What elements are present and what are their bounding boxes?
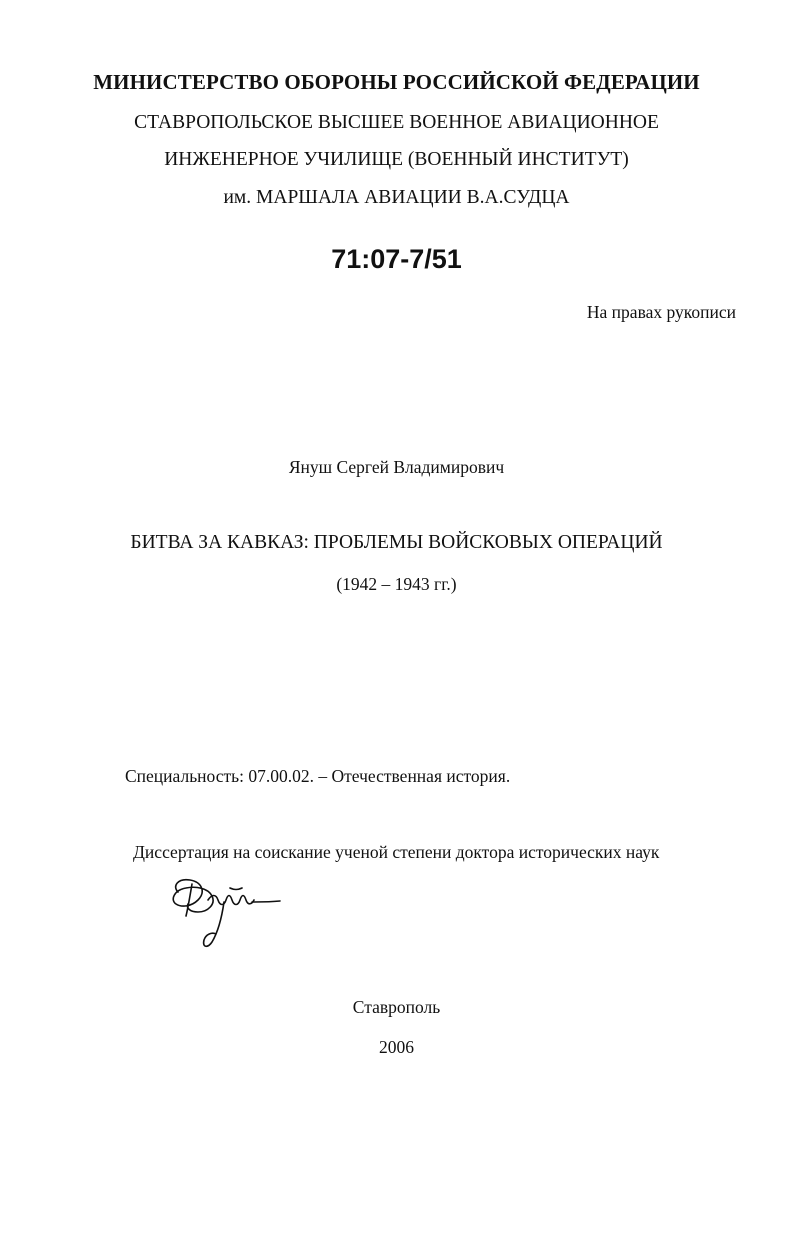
dissertation-title: БИТВА ЗА КАВКАЗ: ПРОБЛЕМЫ ВОЙСКОВЫХ ОПЕРАЦИЙ — [130, 532, 663, 553]
ministry-heading: МИНИСТЕРСТВО ОБОРОНЫ РОССИЙСКОЙ ФЕДЕРАЦИИ — [93, 70, 700, 94]
year: 2006 — [379, 1037, 414, 1057]
city: Ставрополь — [352, 997, 441, 1017]
rights-note: На правах рукописи — [586, 302, 736, 322]
institution-line-3: им. МАРШАЛА АВИАЦИИ В.А.СУДЦА — [223, 187, 570, 208]
catalog-code: 71:07-7/51 — [331, 244, 462, 274]
institution-line-1: СТАВРОПОЛЬСКОЕ ВЫСШЕЕ ВОЕННОЕ АВИАЦИОННОЕ — [134, 112, 659, 133]
title-years: (1942 – 1943 гг.) — [336, 574, 457, 594]
degree-line: Диссертация на соискание ученой степени доктора исторических наук — [133, 842, 660, 862]
institution-line-2: ИНЖЕНЕРНОЕ УЧИЛИЩЕ (ВОЕННЫЙ ИНСТИТУТ) — [164, 149, 629, 170]
author-name: Януш Сергей Владимирович — [288, 457, 505, 477]
handwritten-signature — [168, 872, 286, 956]
specialty-line: Специальность: 07.00.02. – Отечественная история. — [125, 766, 511, 786]
